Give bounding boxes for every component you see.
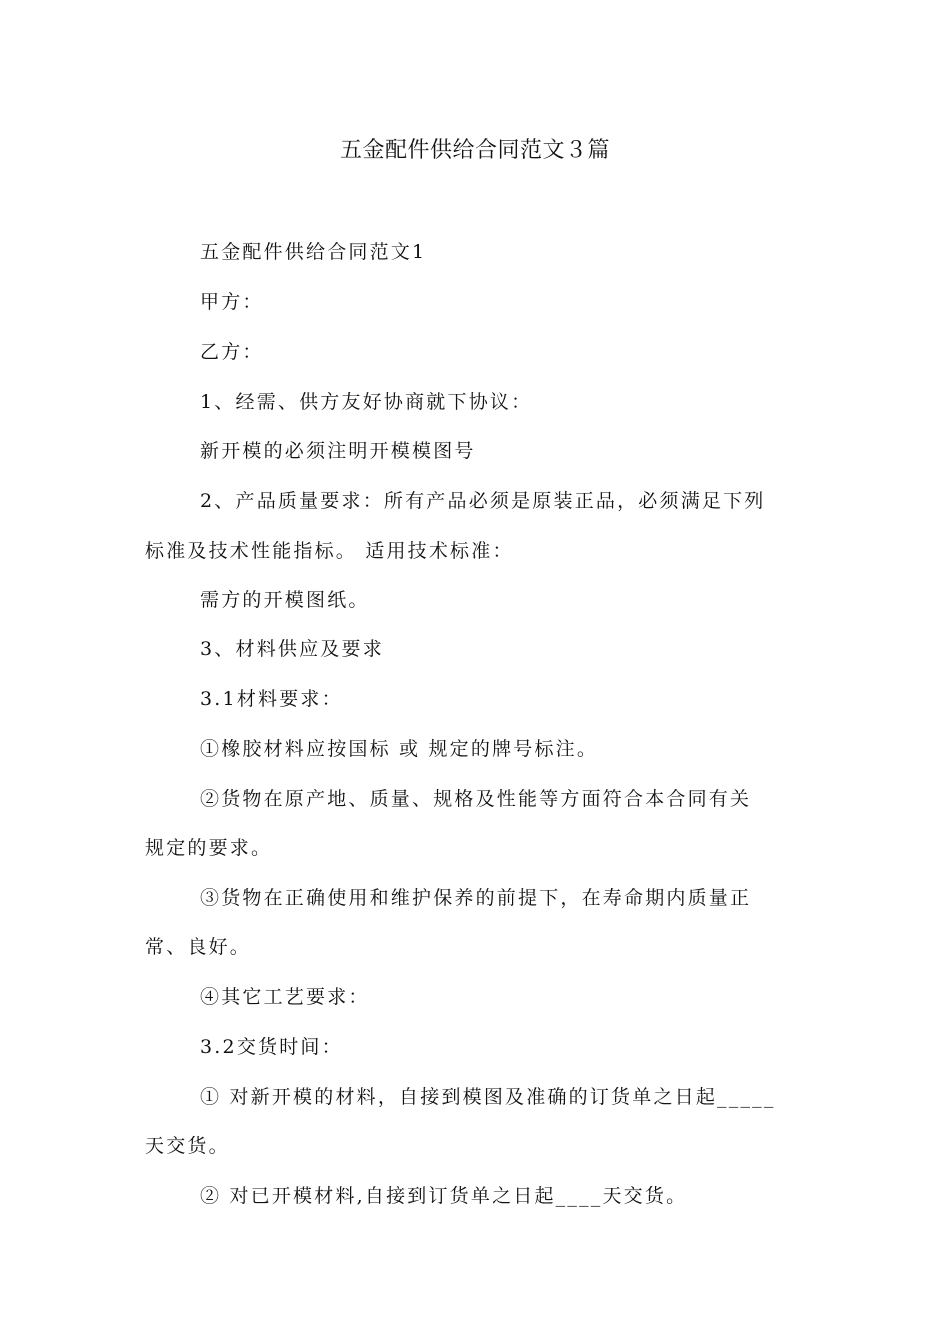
clause-3-1-item-2: ②货物在原产地、质量、规格及性能等方面符合本合同有关 xyxy=(200,788,752,810)
clause-3-2-item-2: ② 对已开模材料,自接到订货单之日起____天交货。 xyxy=(200,1185,688,1207)
clause-1-text: 新开模的必须注明开模模图号 xyxy=(200,440,476,462)
clause-3-1-item-1: ①橡胶材料应按国标 或 规定的牌号标注。 xyxy=(200,738,599,760)
clause-2: 2、产品质量要求：所有产品必须是原装正品，必须满足下列 xyxy=(200,490,766,512)
party-b-label: 乙方： xyxy=(200,341,264,363)
clause-3-1-item-2-cont: 规定的要求。 xyxy=(145,837,273,859)
clause-3-2-item-1: ① 对新开模的材料，自接到模图及准确的订货单之日起_____ xyxy=(200,1086,776,1108)
clause-3-2-item-1-cont: 天交货。 xyxy=(145,1135,230,1157)
document-title: 五金配件供给合同范文３篇 xyxy=(339,138,610,163)
clause-1: 1、经需、供方友好协商就下协议： xyxy=(200,391,533,413)
clause-3-1-item-3-cont: 常、良好。 xyxy=(145,936,252,958)
clause-3-1: 3.1材料要求： xyxy=(200,688,343,710)
clause-3-1-item-4: ④其它工艺要求： xyxy=(200,986,370,1008)
clause-3-2: 3.2交货时间： xyxy=(200,1036,343,1058)
clause-2-text: 需方的开模图纸。 xyxy=(200,589,370,611)
clause-3: 3、材料供应及要求 xyxy=(200,638,384,660)
clause-2-cont: 标准及技术性能指标。 适用技术标准： xyxy=(145,540,514,562)
clause-3-1-item-3: ③货物在正确使用和维护保养的前提下，在寿命期内质量正 xyxy=(200,887,752,909)
section-heading: 五金配件供给合同范文1 xyxy=(200,241,427,263)
party-a-label: 甲方： xyxy=(200,291,264,313)
